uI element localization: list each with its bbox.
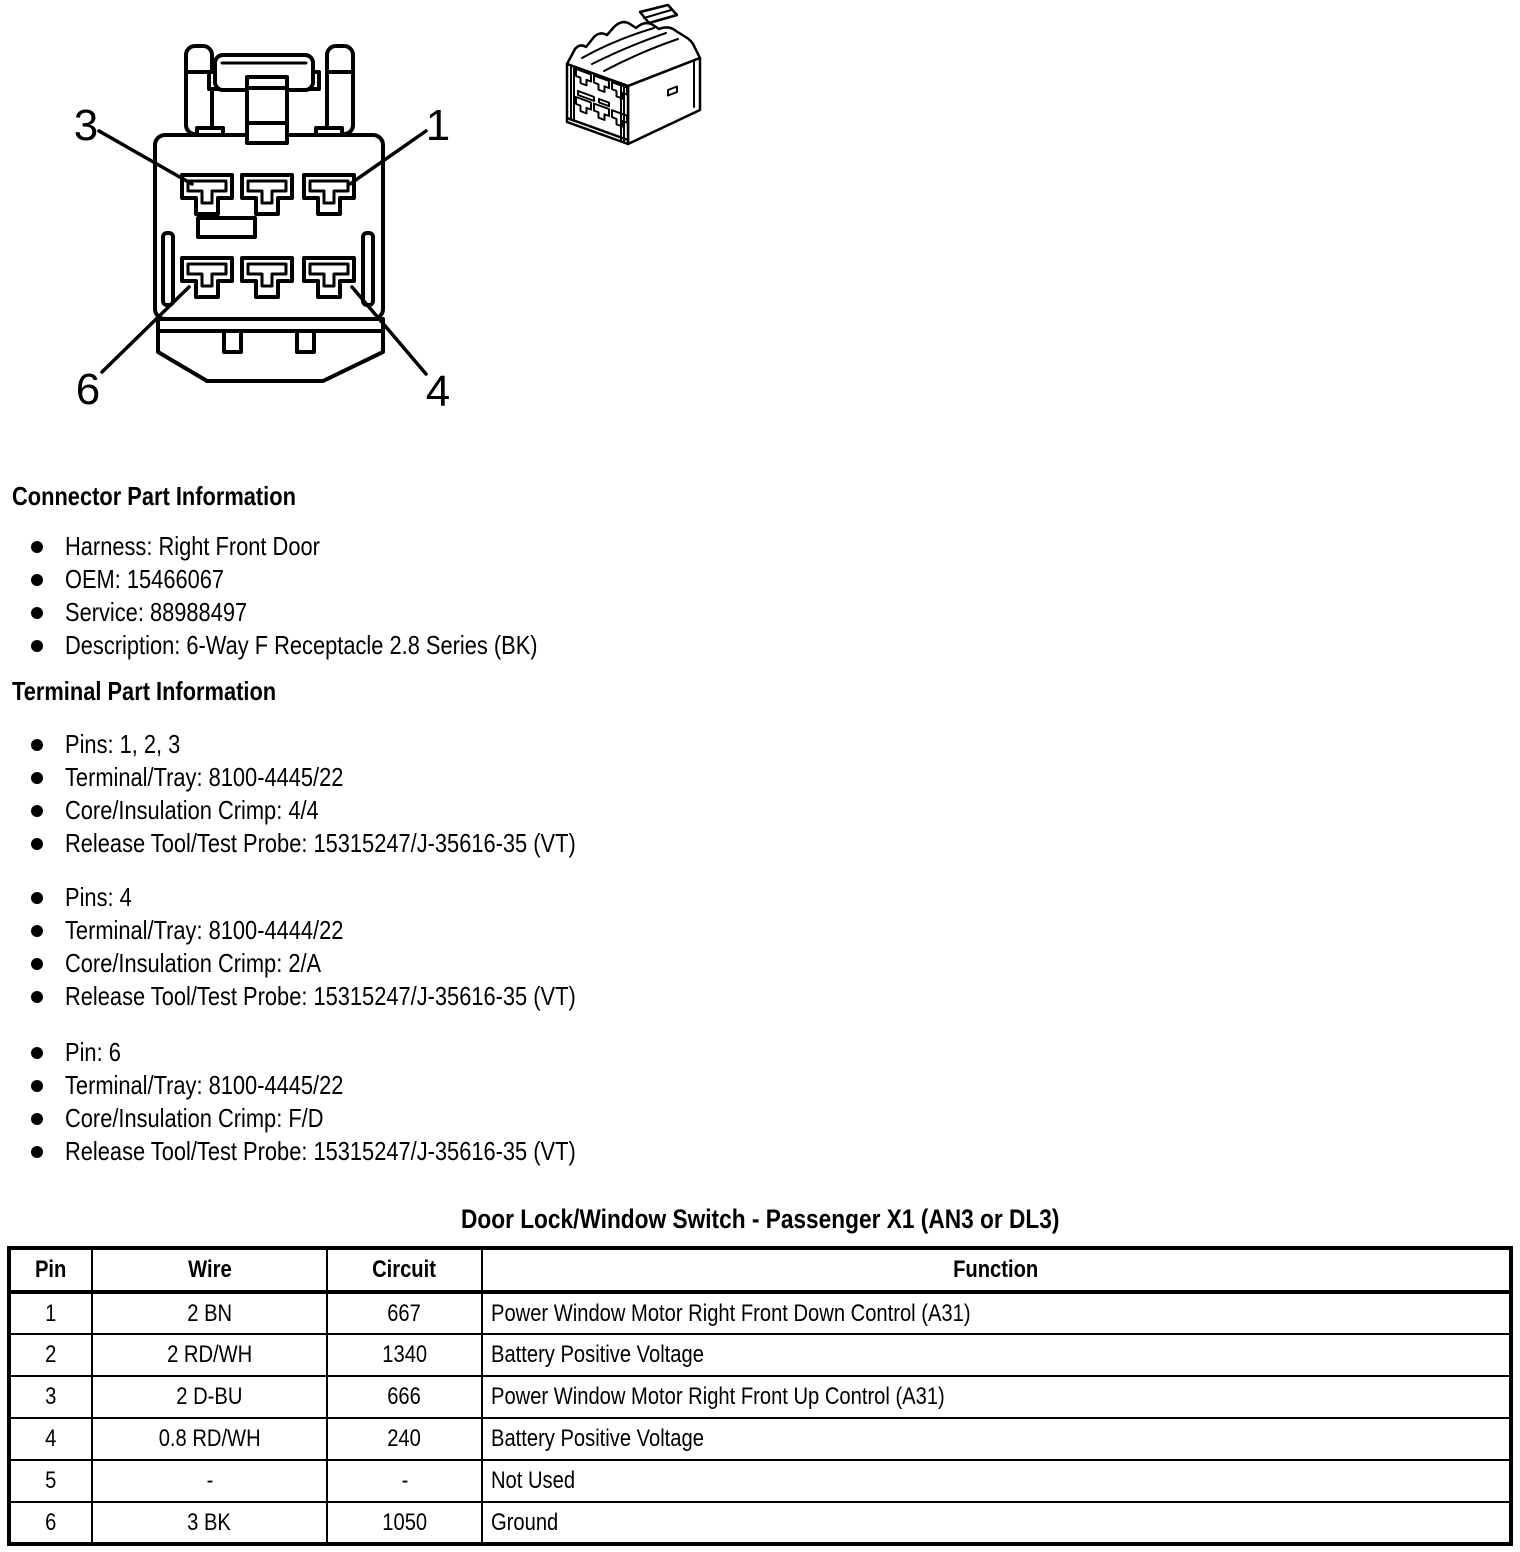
cell-function: Battery Positive Voltage xyxy=(482,1334,1511,1376)
list-item: Service: 88988497 xyxy=(0,596,1100,629)
cell-function: Not Used xyxy=(482,1460,1511,1502)
connector-part-info-heading: Connector Part Information xyxy=(12,481,296,511)
pin-callout-label-1: 1 xyxy=(425,101,451,150)
pin-table xyxy=(7,1246,1513,1546)
cell-pin: 3 xyxy=(9,1376,92,1418)
cell-pin: 5 xyxy=(9,1460,92,1502)
list-item: Terminal/Tray: 8100-4445/22 xyxy=(0,1069,1100,1102)
header-cell-circuit: Circuit xyxy=(327,1248,482,1292)
list-item: Terminal/Tray: 8100-4444/22 xyxy=(0,914,1100,947)
cell-circuit: 666 xyxy=(327,1376,482,1418)
cell-pin: 6 xyxy=(9,1502,92,1544)
pin-table-title: Door Lock/Window Switch - Passenger X1 (AN3 or DL3) xyxy=(460,1204,1060,1234)
connector-part-info-list xyxy=(0,530,1100,662)
pin-callout-label-4: 4 xyxy=(425,367,451,416)
table-header-row xyxy=(9,1248,1511,1292)
list-item: Core/Insulation Crimp: 4/4 xyxy=(0,794,1100,827)
table-row xyxy=(9,1292,1511,1334)
connector-base xyxy=(158,319,383,381)
cell-wire: 2 BN xyxy=(92,1292,327,1334)
cell-wire: 2 D-BU xyxy=(92,1376,327,1418)
cell-function: Ground xyxy=(482,1502,1511,1544)
terminal-cavities-bottom-row xyxy=(182,258,354,297)
cell-circuit: - xyxy=(327,1460,482,1502)
list-item: Pins: 1, 2, 3 xyxy=(0,728,1100,761)
list-item: Release Tool/Test Probe: 15315247/J-35616-35 (VT) xyxy=(0,827,1100,860)
latch-prong-right xyxy=(327,46,353,134)
header-cell-wire: Wire xyxy=(92,1248,327,1292)
table-row xyxy=(9,1334,1511,1376)
cell-wire: 0.8 RD/WH xyxy=(92,1418,327,1460)
pin-callout-label-3: 3 xyxy=(73,101,99,150)
table-row xyxy=(9,1460,1511,1502)
table-row xyxy=(9,1502,1511,1544)
cell-circuit: 667 xyxy=(327,1292,482,1334)
list-item: Terminal/Tray: 8100-4445/22 xyxy=(0,761,1100,794)
cell-function: Battery Positive Voltage xyxy=(482,1418,1511,1460)
list-item: Pins: 4 xyxy=(0,881,1100,914)
cell-pin: 4 xyxy=(9,1418,92,1460)
header-cell-function: Function xyxy=(482,1248,1511,1292)
list-item: Description: 6-Way F Receptacle 2.8 Series (BK) xyxy=(0,629,1100,662)
pin-callout-label-6: 6 xyxy=(75,365,101,414)
cell-function: Power Window Motor Right Front Up Control (A31) xyxy=(482,1376,1511,1418)
terminal-info-group-pin-4 xyxy=(0,881,1100,1013)
cell-circuit: 1340 xyxy=(327,1334,482,1376)
cell-wire: 2 RD/WH xyxy=(92,1334,327,1376)
list-item: Pin: 6 xyxy=(0,1036,1100,1069)
cell-pin: 1 xyxy=(9,1292,92,1334)
cell-wire: - xyxy=(92,1460,327,1502)
list-item: Core/Insulation Crimp: 2/A xyxy=(0,947,1100,980)
cell-circuit: 1050 xyxy=(327,1502,482,1544)
keyway-slot xyxy=(198,218,255,237)
terminal-info-group-pin-6 xyxy=(0,1036,1100,1168)
list-item: Harness: Right Front Door xyxy=(0,530,1100,563)
list-item: OEM: 15466067 xyxy=(0,563,1100,596)
cell-wire: 3 BK xyxy=(92,1502,327,1544)
terminal-info-group-pins-1-2-3 xyxy=(0,728,1100,860)
list-item: Core/Insulation Crimp: F/D xyxy=(0,1102,1100,1135)
connector-3d-view-diagram xyxy=(552,2,710,160)
table-row xyxy=(9,1418,1511,1460)
terminal-cavities-top-row xyxy=(182,175,354,214)
cell-function: Power Window Motor Right Front Down Control (A31) xyxy=(482,1292,1511,1334)
header-cell-pin: Pin xyxy=(9,1248,92,1292)
connector-face-view-diagram xyxy=(0,0,500,430)
list-item: Release Tool/Test Probe: 15315247/J-35616-35 (VT) xyxy=(0,1135,1100,1168)
cell-pin: 2 xyxy=(9,1334,92,1376)
cell-circuit: 240 xyxy=(327,1418,482,1460)
list-item: Release Tool/Test Probe: 15315247/J-35616-35 (VT) xyxy=(0,980,1100,1013)
table-row xyxy=(9,1376,1511,1418)
terminal-part-info-heading: Terminal Part Information xyxy=(12,676,277,706)
